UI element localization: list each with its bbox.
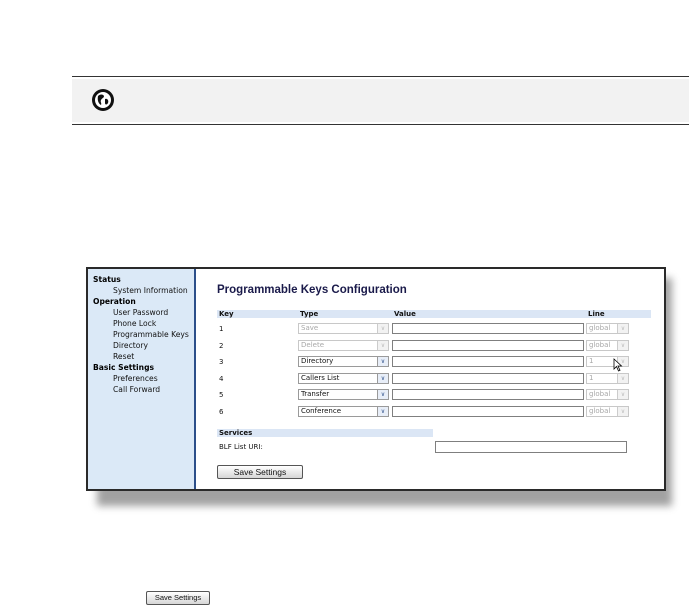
chevron-down-icon: ∨ [617,341,628,350]
chevron-down-icon: ∨ [617,357,628,366]
line-select-value: global [589,324,611,332]
blf-list-uri-input[interactable] [435,441,627,453]
chevron-down-icon: ∨ [617,390,628,399]
sidebar-item[interactable]: User Password [113,308,169,317]
chevron-down-icon: ∨ [377,341,388,350]
line-select [586,323,629,334]
column-header-line: Line [588,310,605,318]
line-select [586,340,629,351]
type-select-value: Conference [301,406,342,415]
key-number: 6 [219,407,224,416]
sidebar-item[interactable]: Reset [113,352,135,361]
key-number: 2 [219,341,224,350]
key-number: 5 [219,391,224,399]
type-select[interactable] [298,356,389,367]
line-select-value: global [589,406,611,415]
type-select [298,323,389,334]
type-select[interactable] [298,406,389,417]
value-input[interactable] [392,356,584,367]
column-header-type: Type [300,310,319,318]
save-settings-button[interactable]: Save Settings [217,465,303,479]
type-select-value: Save [301,324,319,332]
sidebar-item[interactable]: System Information [113,286,188,295]
line-select-value: 1 [589,357,594,365]
globe-icon [91,88,115,112]
chevron-down-icon: ∨ [617,324,628,333]
type-select-value: Callers List [301,373,340,382]
chevron-down-icon: ∨ [617,407,628,416]
line-select-value: global [589,340,611,349]
sidebar-group-2: Basic Settings [93,363,155,372]
value-input[interactable] [392,323,584,334]
key-number: 4 [219,374,224,383]
value-input[interactable] [392,373,584,384]
page-title: Programmable Keys Configuration [217,284,407,296]
type-select[interactable] [298,389,389,400]
services-heading: Services [219,429,253,437]
type-select-value: Delete [301,340,324,349]
type-select [298,340,389,351]
sidebar [88,269,196,489]
line-select [586,373,629,384]
config-window [86,267,666,491]
column-header-value: Value [394,310,416,318]
sidebar-item[interactable]: Preferences [113,374,158,383]
chevron-down-icon: ∨ [617,374,628,383]
blf-list-uri-label: BLF List URI: [219,443,263,451]
sidebar-item[interactable]: Directory [113,341,148,350]
sidebar-item[interactable]: Call Forward [113,385,161,394]
table-header-bar [217,310,651,318]
mouse-cursor-icon [613,358,623,372]
save-settings-button-illustration[interactable]: Save Settings [146,591,210,605]
chevron-down-icon: ∨ [377,407,388,416]
sidebar-item[interactable]: Programmable Keys [113,330,189,339]
banner-bottom-rule [72,124,689,125]
type-select[interactable] [298,373,389,384]
value-input[interactable] [392,340,584,351]
chevron-down-icon: ∨ [377,357,388,366]
key-number: 1 [219,325,224,333]
line-select-value: global [589,390,611,398]
line-select-value: 1 [589,373,594,382]
sidebar-group-0: Status [93,275,121,284]
line-select [586,389,629,400]
key-number: 3 [219,358,224,366]
note-banner [72,79,689,122]
banner-top-rule [72,76,689,77]
chevron-down-icon: ∨ [377,324,388,333]
sidebar-group-1: Operation [93,297,136,306]
chevron-down-icon: ∨ [377,390,388,399]
value-input[interactable] [392,406,584,417]
value-input[interactable] [392,389,584,400]
sidebar-item[interactable]: Phone Lock [113,319,157,328]
column-header-key: Key [219,310,234,318]
type-select-value: Transfer [301,390,330,398]
chevron-down-icon: ∨ [377,374,388,383]
type-select-value: Directory [301,357,334,365]
line-select [586,406,629,417]
